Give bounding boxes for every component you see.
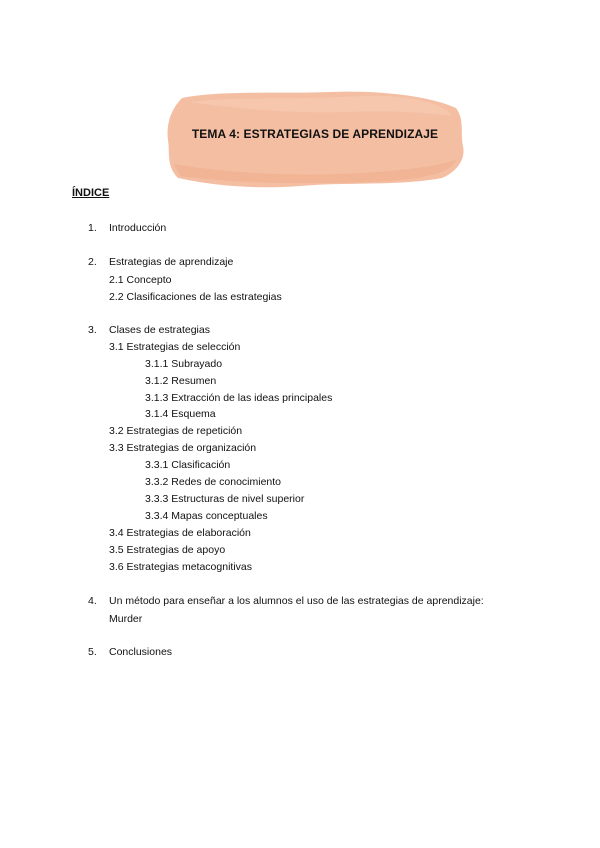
title-banner xyxy=(160,86,470,196)
toc-number-4: 4. xyxy=(88,595,97,607)
toc-subsubitem: 3.1.4 Esquema xyxy=(145,408,216,420)
toc-subsubitem: 3.3.2 Redes de conocimiento xyxy=(145,476,282,488)
toc-subsubitem: 3.1.3 Extracción de las ideas principales xyxy=(145,392,333,404)
toc-subitem: 3.1 Estrategias de selección xyxy=(109,341,241,353)
toc-subsubitem: 3.3.1 Clasificación xyxy=(145,459,231,471)
document-title: TEMA 4: ESTRATEGIAS DE APRENDIZAJE xyxy=(191,127,439,141)
toc-subitem: 3.6 Estrategias metacognitivas xyxy=(109,561,252,573)
toc-number-3: 3. xyxy=(88,324,97,336)
toc-subitem: 2.1 Concepto xyxy=(109,274,172,286)
toc-number-1: 1. xyxy=(88,222,97,234)
toc-subitem: 3.3 Estrategias de organización xyxy=(109,442,257,454)
watercolor-brush-stroke xyxy=(160,86,470,196)
toc-subsubitem: 3.3.3 Estructuras de nivel superior xyxy=(145,493,305,505)
toc-item-4-continued: Murder xyxy=(109,613,143,625)
toc-subsubitem: 3.1.1 Subrayado xyxy=(145,358,223,370)
toc-subitem: 3.5 Estrategias de apoyo xyxy=(109,544,226,556)
toc-subsubitem: 3.3.4 Mapas conceptuales xyxy=(145,510,268,522)
toc-subitem: 2.2 Clasificaciones de las estrategias xyxy=(109,291,282,303)
toc-item-1: Introducción xyxy=(109,222,167,234)
toc-number-5: 5. xyxy=(88,646,97,658)
toc-item-4: Un método para enseñar a los alumnos el uso de las estrategias de aprendizaje: xyxy=(109,595,484,607)
index-heading: ÍNDICE xyxy=(72,187,110,199)
toc-number-2: 2. xyxy=(88,256,97,268)
toc-subitem: 3.2 Estrategias de repetición xyxy=(109,425,243,437)
toc-item-2: Estrategias de aprendizaje xyxy=(109,256,234,268)
toc-item-5: Conclusiones xyxy=(109,646,173,658)
toc-item-3: Clases de estrategias xyxy=(109,324,210,336)
toc-subsubitem: 3.1.2 Resumen xyxy=(145,375,217,387)
toc-subitem: 3.4 Estrategias de elaboración xyxy=(109,527,251,539)
